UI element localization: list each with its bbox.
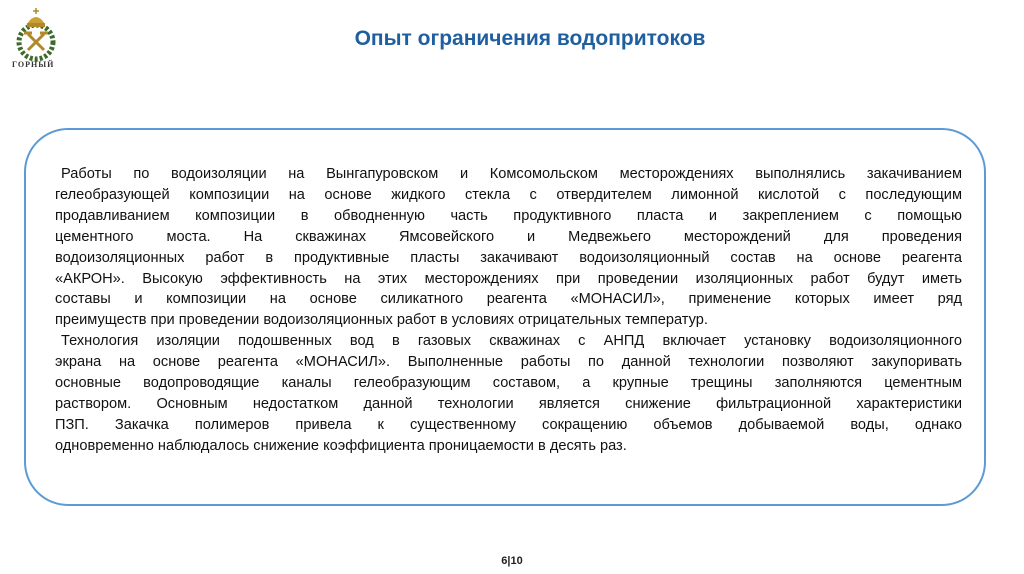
paragraph-line: гелеобразующей композиции на основе жидкого стекла с отвердителем лимонной кислотой с последующим bbox=[55, 186, 962, 203]
paragraph-line: водоизоляционных работ в продуктивные пласты закачивают водоизоляционный состав на основе реагента bbox=[55, 249, 962, 266]
logo-text: ГОРНЫЙ bbox=[12, 60, 55, 69]
paragraph-line: «АКРОН». Высокую эффективность на этих месторождениях при проведении изоляционных работ будут иметь bbox=[55, 270, 962, 287]
paragraph-line: цементного моста. На скважинах Ямсовейского и Медвежьего месторождений для проведения bbox=[55, 228, 962, 245]
paragraph-line: составы и композиции на основе силикатного реагента «МОНАСИЛ», применение которых имеет ряд bbox=[55, 291, 962, 308]
paragraph-line: Технология изоляции подошвенных вод в газовых скважинах с АНПД включает установку водоизоляционного bbox=[61, 333, 962, 350]
paragraph-line: преимуществ при проведении водоизоляционных работ в условиях отрицательных температур. bbox=[55, 312, 708, 329]
paragraph-line: раствором. Основным недостатком данной технологии является снижение фильтрационной характеристики bbox=[55, 395, 962, 412]
slide-title: Опыт ограничения водопритоков bbox=[354, 27, 706, 50]
paragraph-line: основные водопроводящие каналы гелеобразующим составом, а крупные трещины заполняются цементным bbox=[55, 375, 962, 392]
paragraph-line: ПЗП. Закачка полимеров привела к существенному сокращению объемов добываемой воды, однако bbox=[55, 416, 962, 433]
paragraph-line: Работы по водоизоляции на Вынгапуровском и Комсомольском месторождениях выполнялись закачиванием bbox=[61, 166, 962, 182]
paragraph-line: экрана на основе реагента «МОНАСИЛ». Выполненные работы по данной технологии позволяют закупоривать bbox=[55, 354, 962, 371]
body-text bbox=[55, 164, 962, 457]
paragraph-line: продавливанием композиции в обводненную часть продуктивного пласта и закреплением с помощью bbox=[55, 207, 962, 224]
paragraph-line: одновременно наблюдалось снижение коэффициента проницаемости в десять раз. bbox=[55, 437, 627, 454]
page-number: 6|10 bbox=[501, 555, 523, 567]
